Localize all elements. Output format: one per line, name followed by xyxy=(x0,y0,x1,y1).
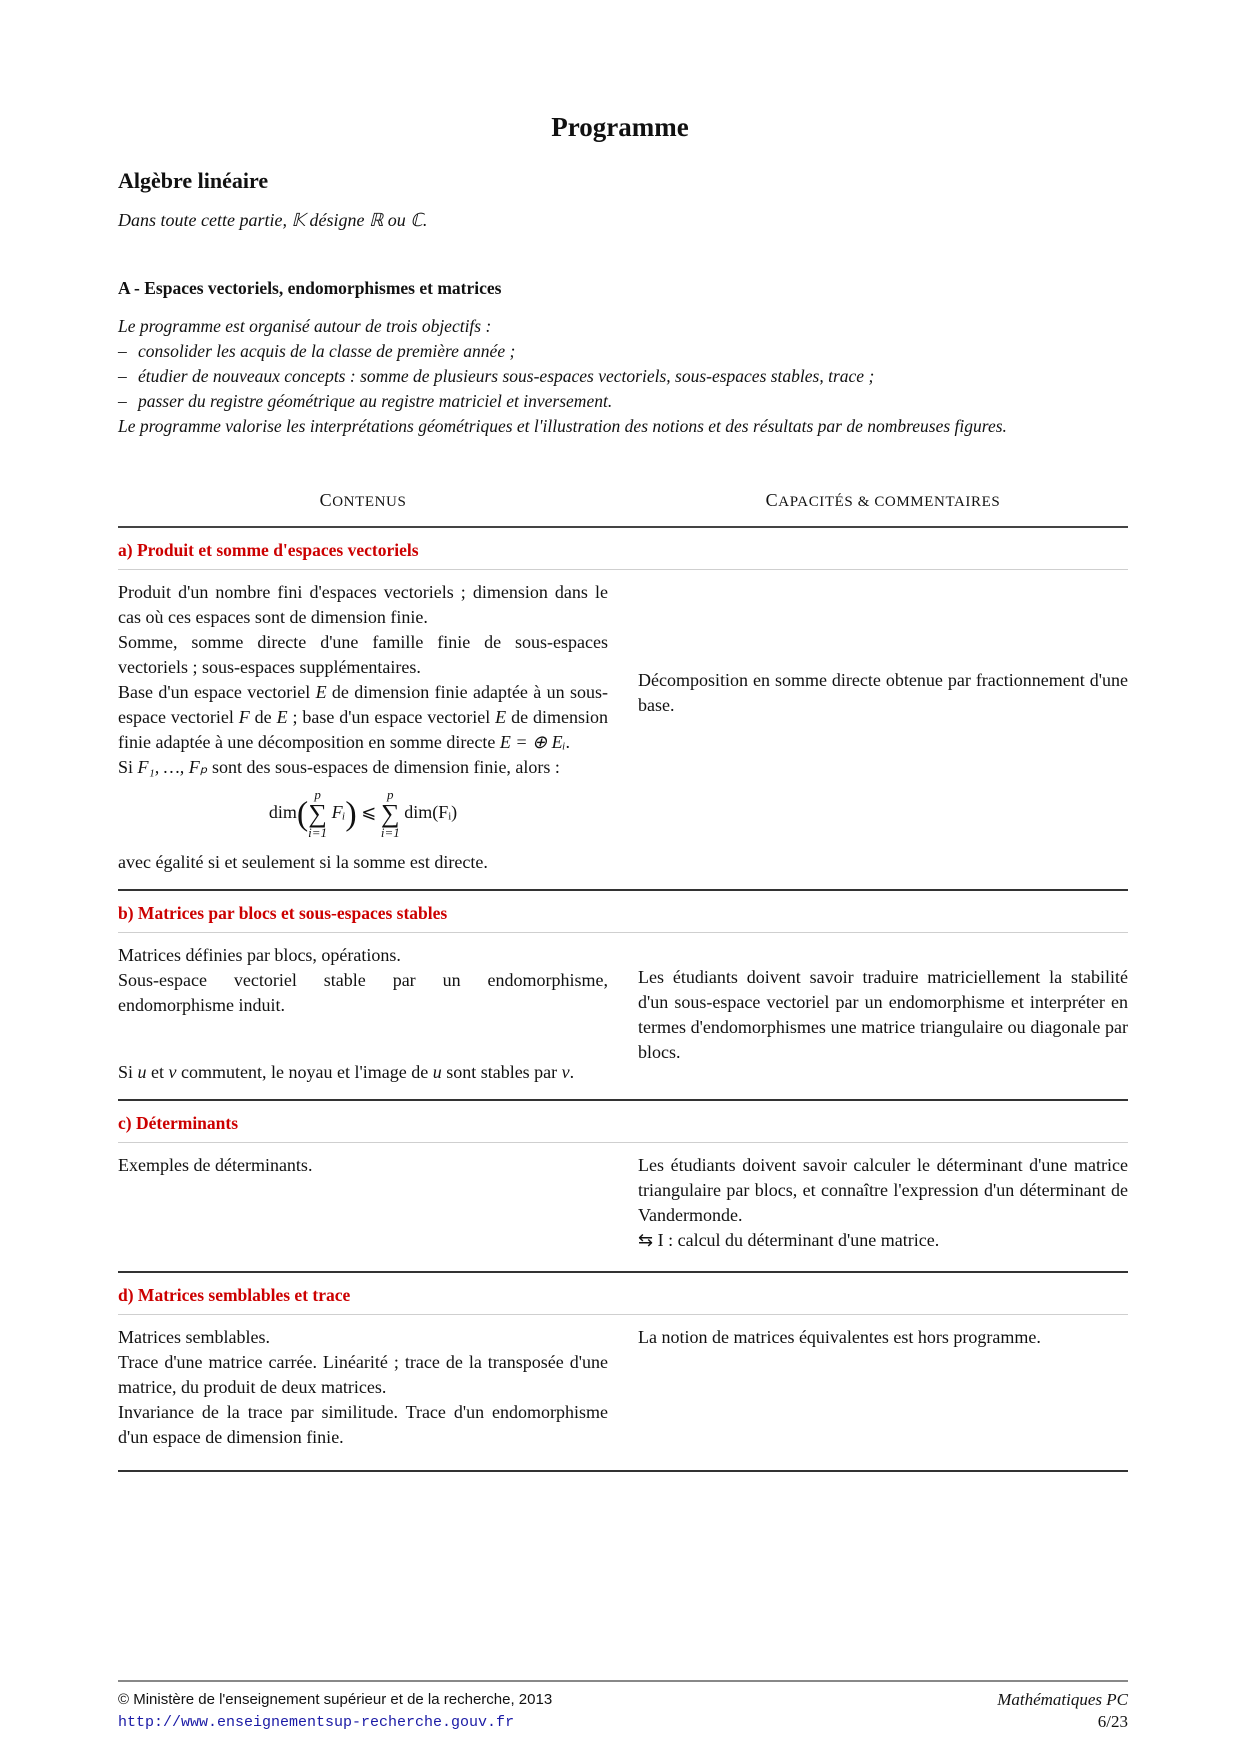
math-term: Fᵢ xyxy=(331,802,346,823)
math-var: v xyxy=(168,1062,177,1082)
dash-bullet: – xyxy=(118,391,127,411)
objectives-lead: Le programme est organisé autour de trois objectifs : xyxy=(118,316,492,336)
content-text: Matrices semblables. xyxy=(118,1327,270,1347)
program-table xyxy=(118,486,1128,1472)
row-contenus xyxy=(118,943,608,1085)
sigma-icon: ∑ xyxy=(308,799,327,828)
text: Si xyxy=(118,757,138,777)
leq-symbol: ⩽ xyxy=(361,802,377,823)
comment-text: Décomposition en somme directe obtenue par fractionnement d'une base. xyxy=(638,670,1128,715)
footer-left xyxy=(118,1689,552,1734)
intro-text: Dans toute cette partie, 𝕂 désigne ℝ ou ℂ. xyxy=(118,210,428,230)
header-capacites xyxy=(638,486,1128,526)
content-text: avec égalité si et seulement si la somme est directe. xyxy=(118,852,488,872)
comment-text: Les étudiants doivent savoir calculer le déterminant d'une matrice triangulaire par blocs, et connaître l'expression d'un déterminant de Vandermonde. xyxy=(638,1155,1128,1225)
sigma-icon: ∑ xyxy=(381,799,400,828)
comment-text xyxy=(638,1228,1128,1253)
text: commutent, le noyau et l'image de xyxy=(176,1062,433,1082)
content-text: Somme, somme directe d'une famille finie de sous-espaces vectoriels ; sous-espaces supplémentaires. xyxy=(118,632,608,677)
objectives-block xyxy=(118,314,1128,439)
objective-item xyxy=(118,389,1128,414)
dash-bullet: – xyxy=(118,366,127,386)
row-contenus xyxy=(118,1153,608,1253)
math-var: u xyxy=(432,1062,442,1082)
page-number: 6/23 xyxy=(1097,1712,1128,1731)
text: ; base d'un espace vectoriel xyxy=(287,707,496,727)
row-capacites xyxy=(638,580,1128,875)
header-rest: ONTENUS xyxy=(332,494,407,510)
content-text xyxy=(118,680,608,755)
interaction-arrows-icon: ⇆ xyxy=(638,1230,654,1250)
sum-upper: p xyxy=(387,787,394,802)
objective-text: passer du registre géométrique au registre matriciel et inversement. xyxy=(138,391,613,411)
row-capacites xyxy=(638,1325,1128,1450)
text: . xyxy=(565,732,570,752)
objectives-closing: Le programme valorise les interprétations géométriques et l'illustration des notions et des résultats par de nombreuses figures. xyxy=(118,416,1007,436)
math-op: dim xyxy=(268,802,297,823)
row-capacites xyxy=(638,943,1128,1085)
math-var: E xyxy=(495,707,507,727)
content-text: Invariance de la trace par similitude. Trace d'un endomorphisme d'un espace de dimension finie. xyxy=(118,1402,608,1447)
sum-upper: p xyxy=(314,787,321,802)
subsection-title: A - Espaces vectoriels, endomorphismes et matrices xyxy=(118,278,502,298)
text: . xyxy=(569,1062,575,1082)
category-title: a) Produit et somme d'espaces vectoriels xyxy=(118,528,1128,570)
right-paren: ) xyxy=(345,795,357,833)
row-contenus xyxy=(118,1325,608,1450)
sum-symbol xyxy=(308,788,327,840)
dash-bullet: – xyxy=(118,341,127,361)
content-text: Produit d'un nombre fini d'espaces vectoriels ; dimension dans le cas où ces espaces sont de dimension finie. xyxy=(118,582,608,627)
objective-text: consolider les acquis de la classe de première année ; xyxy=(138,341,516,361)
math-var: E xyxy=(315,682,327,702)
content-text: Matrices définies par blocs, opérations. xyxy=(118,945,401,965)
text: Si xyxy=(118,1062,138,1082)
footer-subject: Mathématiques PC xyxy=(997,1690,1128,1709)
category-title: b) Matrices par blocs et sous-espaces stables xyxy=(118,891,1128,933)
text: de xyxy=(249,707,277,727)
comment-text: La notion de matrices équivalentes est hors programme. xyxy=(638,1327,1041,1347)
header-contenus xyxy=(118,486,608,526)
sum-lower: i=1 xyxy=(380,825,400,840)
math-var: v xyxy=(561,1062,570,1082)
category-title: c) Déterminants xyxy=(118,1101,1128,1143)
page-title: Programme xyxy=(551,112,689,142)
text: sont des sous-espaces de dimension finie, alors : xyxy=(207,757,560,777)
content-text xyxy=(118,755,608,780)
text: sont stables par xyxy=(441,1062,562,1082)
footer-copyright: © Ministère de l'enseignement supérieur et de la recherche, 2013 xyxy=(118,1691,553,1708)
section-title: Algèbre linéaire xyxy=(118,168,269,193)
content-text: Exemples de déterminants. xyxy=(118,1155,313,1175)
math-var: F xyxy=(238,707,250,727)
table-row xyxy=(118,1143,1128,1273)
math-formula: E = ⊕ Eᵢ xyxy=(499,732,566,752)
table-header xyxy=(118,486,1128,528)
text: de dimension finie adaptée à un sous-espace vectoriel xyxy=(118,682,608,727)
sum-lower: i=1 xyxy=(308,825,328,840)
row-capacites xyxy=(638,1153,1128,1253)
text: et xyxy=(146,1062,169,1082)
math-formula: F₁, …, Fₚ xyxy=(137,757,208,777)
footer-url-link[interactable]: http://www.enseignementsup-recherche.gouv.fr xyxy=(118,1714,515,1731)
header-cap: C xyxy=(765,490,779,510)
header-cap: C xyxy=(319,490,333,510)
math-var: E xyxy=(276,707,288,727)
math-var: u xyxy=(137,1062,147,1082)
table-row xyxy=(118,570,1128,891)
content-text xyxy=(118,1060,608,1085)
text: I : calcul du déterminant d'une matrice. xyxy=(653,1230,940,1250)
dimension-inequality xyxy=(118,788,608,840)
table-row xyxy=(118,933,1128,1101)
footer-rule xyxy=(118,1680,1128,1682)
comment-text: Les étudiants doivent savoir traduire matriciellement la stabilité d'un sous-espace vectoriel par un endomorphisme et interpréter en termes d'endomorphismes une matrice triangulaire ou diagonale par blocs. xyxy=(638,967,1128,1062)
header-rest: APACITÉS & COMMENTAIRES xyxy=(778,494,1001,510)
objective-item xyxy=(118,339,1128,364)
category-title: d) Matrices semblables et trace xyxy=(118,1273,1128,1315)
math-term: dim(Fᵢ) xyxy=(404,802,458,823)
sum-symbol xyxy=(381,788,400,840)
text: de dimension finie adaptée à une décomposition en somme directe xyxy=(118,707,608,752)
objective-text: étudier de nouveaux concepts : somme de plusieurs sous-espaces vectoriels, sous-espaces stables, trace ; xyxy=(138,366,875,386)
content-text: Sous-espace vectoriel stable par un endomorphisme, endomorphisme induit. xyxy=(118,970,608,1015)
left-paren: ( xyxy=(296,795,309,833)
row-contenus xyxy=(118,580,608,875)
objective-item xyxy=(118,364,1128,389)
content-text: Trace d'une matrice carrée. Linéarité ; trace de la transposée d'une matrice, du produit de deux matrices. xyxy=(118,1352,608,1397)
table-row xyxy=(118,1315,1128,1472)
text: Base d'un espace vectoriel xyxy=(118,682,316,702)
footer-right xyxy=(818,1689,1128,1733)
